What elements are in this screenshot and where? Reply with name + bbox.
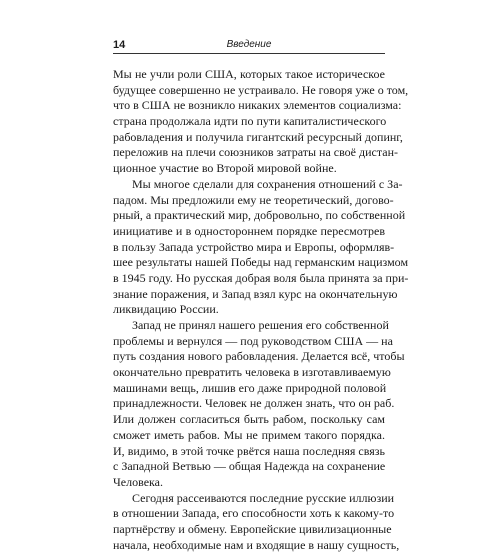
text-line: Человека. (113, 474, 164, 489)
text-line: страна продолжала идти по пути капиталистического (113, 114, 387, 129)
text-line: знание поражения, и Запад взял курс на окончательную (113, 286, 398, 301)
text-line: принадлежности. Человек не должен знать, что он раб. (113, 396, 395, 411)
text-line: сможет иметь рабов. Мы не примем такого порядка. (113, 427, 385, 442)
text-line: будущее совершенно не устраивало. Не говоря уже о том, (113, 82, 409, 97)
page-number: 14 (113, 39, 126, 51)
text-line: Или должен согласиться быть рабом, поскольку сам (113, 412, 385, 427)
text-line: проблемы и вернулся — под руководством США — на (113, 333, 393, 348)
text-line: начала, необходимые нам и входящие в нашу сущность, (113, 537, 400, 552)
text-line: в 1945 году. Но русская добрая воля была принята за при- (113, 270, 409, 285)
text-line: Запад не принял нашего решения его собственной (132, 318, 389, 332)
text-line: ликвидацию России. (113, 302, 219, 317)
text-line: в отношении Запада, его способности хоть к какому-то (113, 506, 395, 521)
text-line: падом. Мы предложили ему не теоретический, догово- (113, 192, 394, 207)
text-line: в пользу Запада устройство мира и Европы, оформляв- (113, 239, 395, 254)
page-header (113, 38, 385, 52)
header-rule (113, 53, 385, 54)
text-line: переложив на плечи союзников затраты на своё дистан- (113, 145, 398, 160)
text-line: с Западной Ветвью — общая Надежда на сохранение (113, 459, 386, 474)
text-line: путь создания нового рабовладения. Делается всё, чтобы (113, 349, 405, 364)
text-line: Сегодня рассеиваются последние русские иллюзии (132, 490, 395, 505)
text-line: инициативе и в одностороннем порядке пересмотрев (113, 223, 385, 238)
body-text (113, 67, 409, 553)
text-line: рабовладения и получила гигантский ресурсный допинг, (113, 129, 403, 144)
text-line: ционное участие во Второй мировой войне. (113, 161, 337, 176)
text-line: что в США не возникло никаких элементов социализма: (113, 98, 402, 113)
text-line: рный, а практический мир, добровольно, по собственной (113, 208, 406, 223)
text-line: машинами вещь, лишив его даже природной половой (113, 380, 387, 395)
text-line: И, видимо, в этой точке рвётся наша последняя связь (113, 443, 385, 458)
text-line: Мы многое сделали для сохранения отношений с За- (132, 176, 403, 191)
text-line: шее результаты нашей Победы над германским нацизмом (113, 255, 409, 270)
text-line: Мы не учли роли США, которых такое историческое (113, 67, 385, 81)
text-line: окончательно превратить человека в изготавливаемую (113, 365, 391, 380)
running-head: Введение (226, 39, 272, 50)
text-line: партнёрству и обмену. Европейские цивилизационные (113, 521, 392, 536)
